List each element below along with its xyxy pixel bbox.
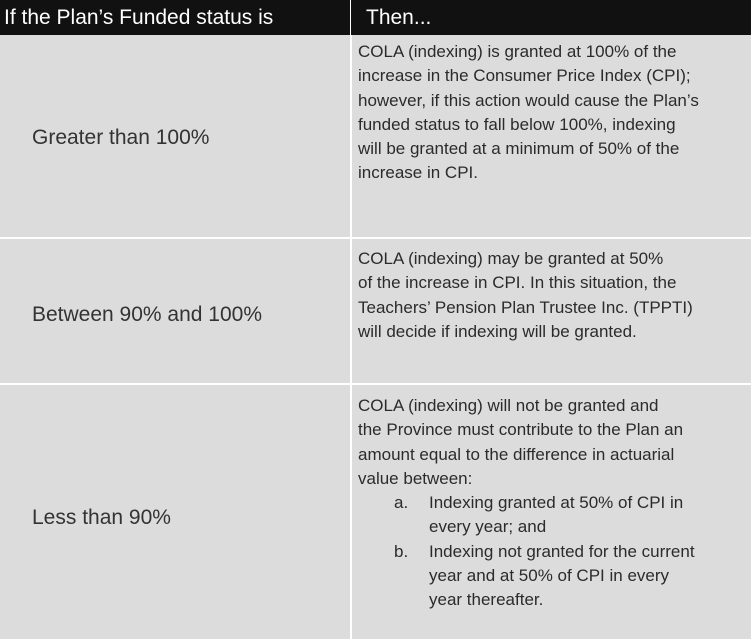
outcome-cell — [358, 394, 748, 613]
list-line: year and at 50% of CPI in every — [429, 566, 670, 586]
header-funded-status: If the Plan’s Funded status is — [4, 6, 274, 29]
list-line: Indexing not granted for the current — [429, 541, 695, 561]
outcome-cell — [358, 247, 748, 344]
list-line: every year; and — [429, 517, 547, 537]
outcome-line: funded status to fall below 100%, indexing — [358, 114, 676, 134]
outcome-line: Teachers’ Pension Plan Trustee Inc. (TPPTI) — [358, 297, 693, 317]
list-item — [358, 540, 748, 613]
list-item — [358, 491, 748, 540]
status-cell: Less than 90% — [32, 506, 171, 529]
outcome-line: COLA (indexing) is granted at 100% of the — [358, 42, 677, 61]
outcome-line: will decide if indexing will be granted. — [358, 321, 637, 341]
outcome-line: the Province must contribute to the Plan an — [358, 420, 684, 440]
list-line: year thereafter. — [429, 590, 544, 610]
table-row — [0, 385, 751, 639]
table-row — [0, 35, 751, 238]
outcome-line: however, if this action would cause the Plan’s — [358, 90, 699, 110]
list-marker: a. — [394, 493, 409, 513]
header-then: Then... — [366, 6, 432, 29]
outcome-cell — [358, 40, 748, 186]
list-line: Indexing granted at 50% of CPI in — [429, 493, 684, 513]
status-cell: Between 90% and 100% — [32, 303, 263, 326]
outcome-line: increase in the Consumer Price Index (CPI); — [358, 66, 691, 86]
outcome-line: of the increase in CPI. In this situation, the — [358, 273, 677, 293]
outcome-line: will be granted at a minimum of 50% of the — [358, 139, 680, 159]
outcome-line: COLA (indexing) may be granted at 50% — [358, 249, 664, 268]
outcome-line: increase in CPI. — [358, 163, 478, 183]
table-row — [0, 239, 751, 384]
list-marker: b. — [394, 541, 409, 561]
status-cell: Greater than 100% — [32, 126, 210, 149]
outcome-line: value between: — [358, 468, 473, 488]
header-divider — [350, 0, 351, 35]
outcome-line: amount equal to the difference in actuarial — [358, 444, 675, 464]
outcome-line: COLA (indexing) will not be granted and — [358, 396, 659, 415]
table-header — [0, 0, 751, 35]
